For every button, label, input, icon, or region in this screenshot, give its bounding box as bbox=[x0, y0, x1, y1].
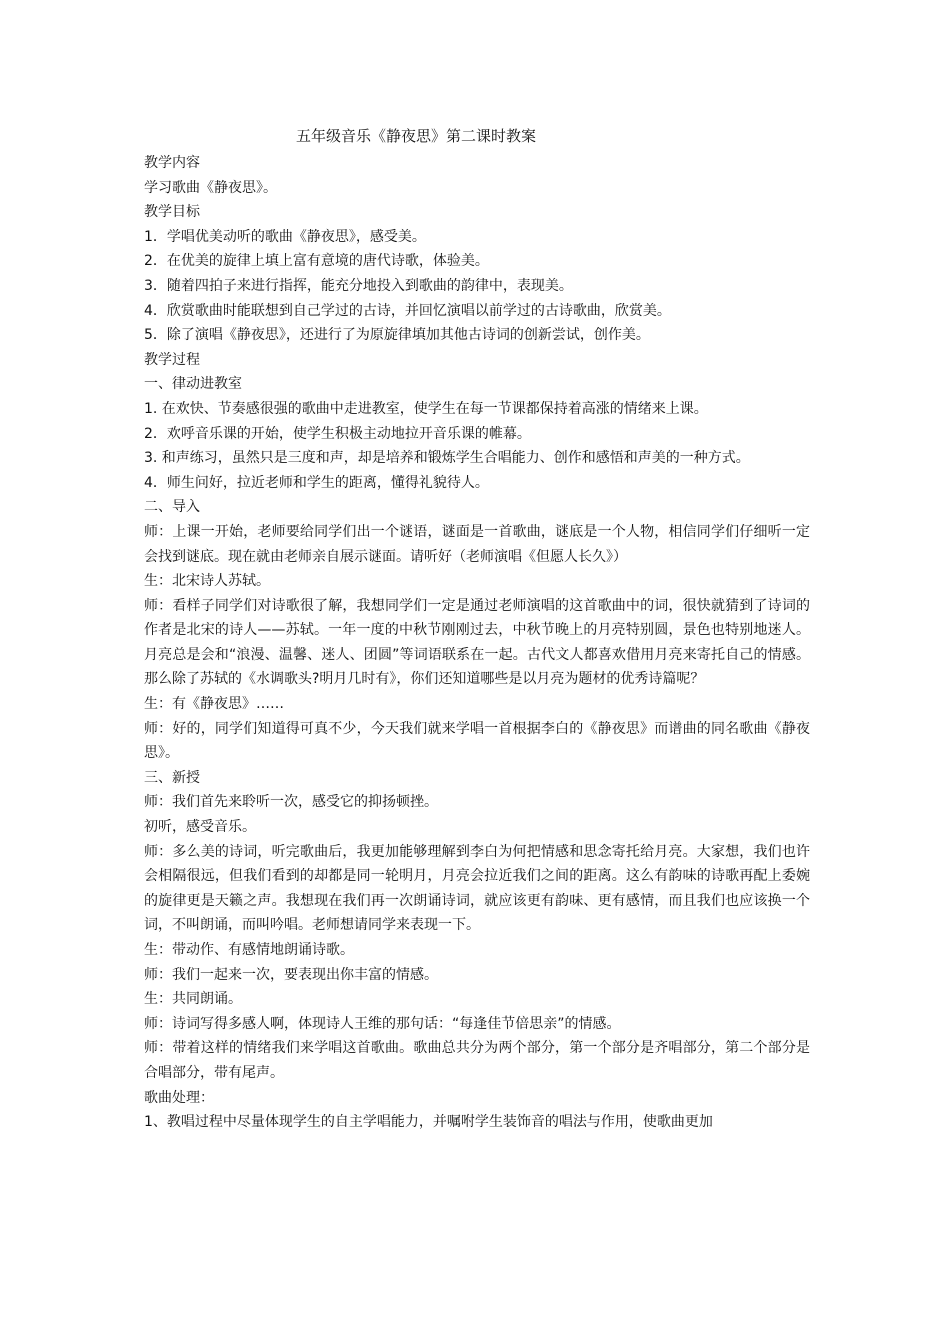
step-item: 1. 在欢快、节奏感很强的歌曲中走进教室，使学生在每一节课都保持着高涨的情绪来上课。 bbox=[144, 400, 708, 417]
objective-item: 5．除了演唱《静夜思》，还进行了为原旋律填加其他古诗词的创新尝试，创作美。 bbox=[144, 327, 650, 344]
dialogue-line: 师：我们一起来一次，要表现出你丰富的情感。 bbox=[144, 966, 438, 983]
dialogue-line: 师：我们首先来聆听一次，感受它的抑扬顿挫。 bbox=[144, 794, 438, 811]
dialogue-line: 生：共同朗诵。 bbox=[144, 991, 242, 1008]
objective-item: 3．随着四拍子来进行指挥，能充分地投入到歌曲的韵律中，表现美。 bbox=[144, 277, 573, 294]
step-item: 2．欢呼音乐课的开始，使学生积极主动地拉开音乐课的帷幕。 bbox=[144, 425, 531, 442]
dialogue-line: 师：好的，同学们知道得可真不少，今天我们就来学唱一首根据李白的《静夜思》而谱曲的同名歌曲《静夜思》。 bbox=[144, 720, 810, 762]
dialogue-line: 师：看样子同学们对诗歌很了解，我想同学们一定是通过老师演唱的这首歌曲中的词，很快就猜到了诗词的作者是北宋的诗人——苏轼。一年一度的中秋节刚刚过去，中秋节晚上的月亮特别圆，景色也特别地迷人。月亮总是会和“浪漫、温馨、迷人、团圆”等词语联系在一起。古代文人都喜欢借用月亮来寄托自己的情感。那么除了苏轼的《水调歌头?明月几时有》，你们还知道哪些是以月亮为题材的优秀诗篇呢？ bbox=[144, 597, 810, 688]
subsection-heading: 歌曲处理： bbox=[144, 1089, 214, 1106]
dialogue-line: 生：带动作、有感情地朗诵诗歌。 bbox=[144, 942, 354, 958]
dialogue-line: 师：诗词写得多感人啊，体现诗人王维的那句话：“每逢佳节倍思亲”的情感。 bbox=[144, 1015, 621, 1032]
dialogue-line: 生：有《静夜思》…… bbox=[144, 696, 284, 713]
subsection-heading: 一、律动进教室 bbox=[144, 376, 242, 393]
step-item: 3. 和声练习，虽然只是三度和声，却是培养和锻炼学生合唱能力、创作和感悟和声美的一种方式。 bbox=[144, 450, 750, 467]
step-item: 1、教唱过程中尽量体现学生的自主学唱能力，并嘱咐学生装饰音的唱法与作用，使歌曲更加 bbox=[144, 1114, 713, 1131]
objective-item: 4．欣赏歌曲时能联想到自己学过的古诗，并回忆演唱以前学过的古诗歌曲，欣赏美。 bbox=[144, 302, 671, 319]
document-title: 五年级音乐《静夜思》第二课时教案 bbox=[296, 127, 537, 145]
subsection-heading: 二、导入 bbox=[144, 499, 200, 516]
section-heading: 教学内容 bbox=[144, 155, 200, 171]
section-heading: 教学目标 bbox=[144, 204, 200, 221]
objective-item: 2．在优美的旋律上填上富有意境的唐代诗歌，体验美。 bbox=[144, 253, 489, 270]
subsection-heading: 三、新授 bbox=[144, 769, 200, 786]
objective-item: 1．学唱优美动听的歌曲《静夜思》，感受美。 bbox=[144, 228, 426, 245]
document-body bbox=[144, 125, 810, 1135]
dialogue-line: 师：带着这样的情绪我们来学唱这首歌曲。歌曲总共分为两个部分，第一个部分是齐唱部分，第二个部分是合唱部分，带有尾声。 bbox=[144, 1040, 810, 1081]
step-item: 4．师生问好，拉近老师和学生的距离，懂得礼貌待人。 bbox=[144, 474, 489, 491]
dialogue-line: 生：北宋诗人苏轼。 bbox=[144, 573, 270, 590]
dialogue-line: 师：上课一开始，老师要给同学们出一个谜语，谜面是一首歌曲，谜底是一个人物，相信同学们仔细听一定会找到谜底。现在就由老师亲自展示谜面。请听好（老师演唱《但愿人长久》） bbox=[144, 523, 810, 565]
paragraph: 学习歌曲《静夜思》。 bbox=[144, 179, 277, 196]
dialogue-line: 师：多么美的诗词，听完歌曲后，我更加能够理解到李白为何把情感和思念寄托给月亮。大家想，我们也许会相隔很远，但我们看到的却都是同一轮明月，月亮会拉近我们之间的距离。这么有韵味的诗歌再配上委婉的旋律更是天籁之声。我想现在我们再一次朗诵诗词，就应该更有韵味、更有感情，而且我们也应该换一个词，不叫朗诵，而叫吟唱。老师想请同学来表现一下。 bbox=[144, 843, 810, 934]
section-heading: 教学过程 bbox=[144, 351, 200, 368]
dialogue-line: 初听，感受音乐。 bbox=[144, 819, 256, 836]
